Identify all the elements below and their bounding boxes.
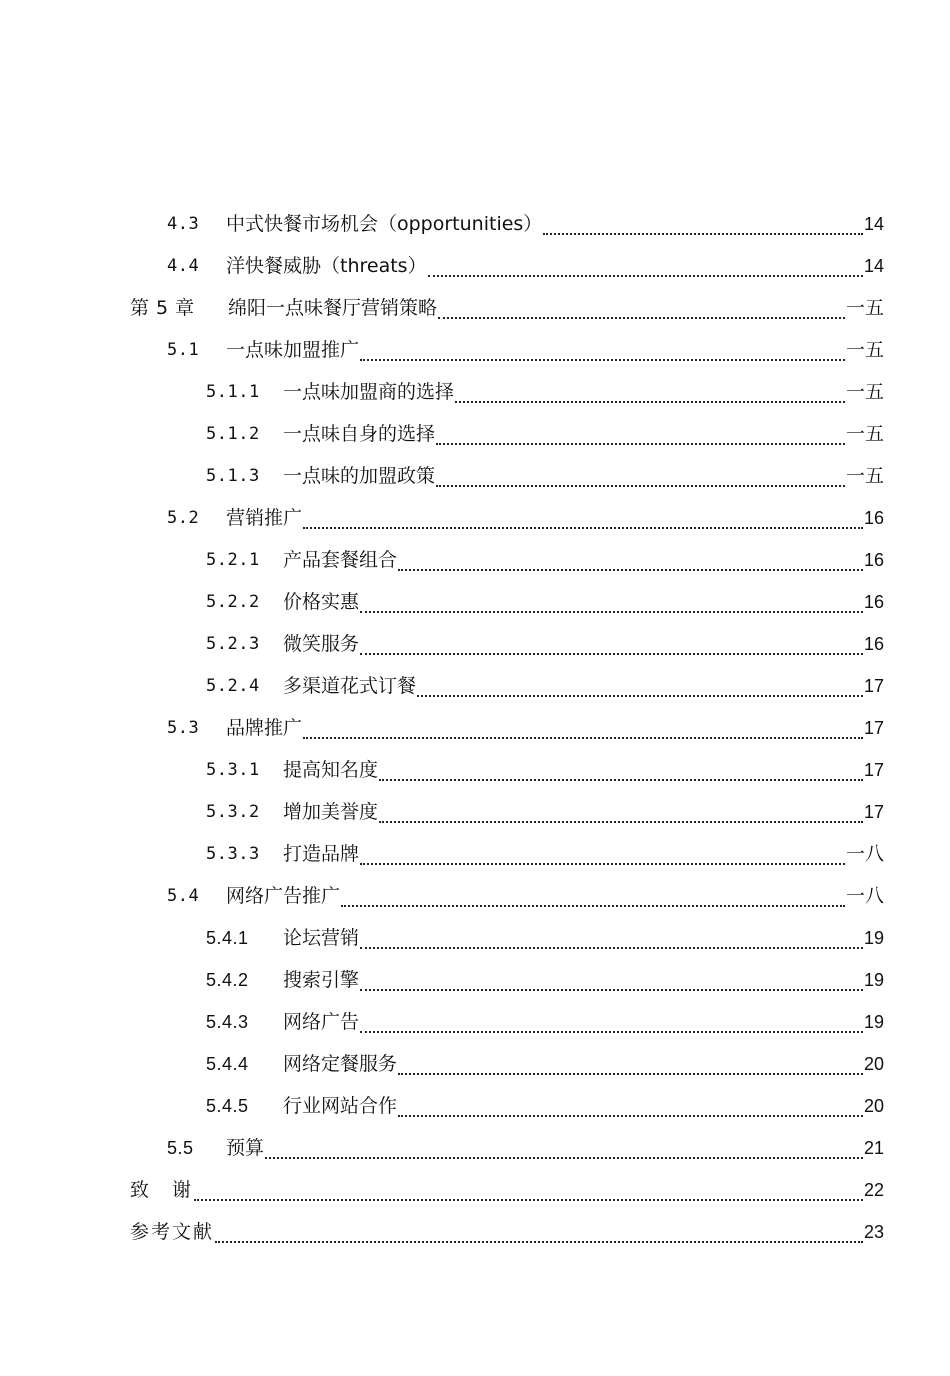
toc-entry[interactable]: [0, 959, 950, 1001]
toc-entry-page-number: 一八: [845, 885, 884, 907]
toc-entry-page-number: 20: [863, 1096, 884, 1116]
dot-leader: [436, 413, 845, 455]
dot-leader: [341, 875, 845, 917]
toc-entry[interactable]: [0, 707, 950, 749]
toc-entry-page-number: 14: [863, 256, 884, 276]
dot-leader: [379, 749, 863, 791]
toc-entry[interactable]: [0, 1085, 950, 1127]
toc-entry-title: 洋快餐威胁（threats）: [226, 255, 427, 277]
table-of-contents: [0, 203, 950, 1253]
dot-leader: [360, 833, 845, 875]
toc-entry-number: 5.4.5: [206, 1096, 249, 1116]
toc-entry[interactable]: [0, 1127, 950, 1169]
toc-entry-number: 5.1.3: [206, 466, 260, 486]
toc-entry-title: 提高知名度: [283, 759, 379, 781]
toc-entry-page-number: 一五: [845, 339, 884, 361]
toc-entry-title: 打造品牌: [283, 843, 360, 865]
toc-entry-title: 一点味自身的选择: [283, 423, 436, 445]
toc-entry-title: 致 谢: [130, 1179, 194, 1201]
toc-entry-number: 5.2.1: [206, 550, 260, 570]
toc-entry-title: 微笑服务: [283, 633, 360, 655]
toc-entry-title: 网络广告: [283, 1011, 360, 1033]
toc-entry-page-number: 16: [863, 592, 884, 612]
toc-entry[interactable]: [0, 455, 950, 497]
toc-entry[interactable]: [0, 917, 950, 959]
dot-leader: [360, 329, 845, 371]
toc-entry-title: 预算: [226, 1137, 265, 1159]
toc-entry[interactable]: [0, 287, 950, 329]
toc-entry-number: 5.4.4: [206, 1054, 249, 1074]
toc-entry-number: 第 5 章: [130, 297, 195, 319]
toc-entry-title: 营销推广: [226, 507, 303, 529]
toc-entry-number: 5.2.3: [206, 634, 260, 654]
toc-entry-number: 5.4.2: [206, 970, 249, 990]
toc-entry-page-number: 一八: [845, 843, 884, 865]
toc-entry-page-number: 16: [863, 550, 884, 570]
toc-entry-number: 5.1: [167, 340, 200, 360]
toc-entry[interactable]: [0, 791, 950, 833]
dot-leader: [379, 791, 863, 833]
dot-leader: [436, 455, 845, 497]
toc-entry-number: 4.3: [167, 214, 200, 234]
dot-leader: [398, 1043, 863, 1085]
toc-entry-page-number: 一五: [845, 465, 884, 487]
toc-entry-number: 5.1.1: [206, 382, 260, 402]
toc-entry-number: 5.2: [167, 508, 200, 528]
toc-entry-page-number: 14: [863, 214, 884, 234]
toc-entry-title: 品牌推广: [226, 717, 303, 739]
dot-leader: [303, 707, 863, 749]
toc-entry-page-number: 17: [863, 802, 884, 822]
toc-entry-page-number: 23: [863, 1222, 884, 1242]
toc-entry[interactable]: [0, 1169, 950, 1211]
toc-entry-number: 5.3.2: [206, 802, 260, 822]
dot-leader: [455, 371, 845, 413]
dot-leader: [360, 581, 863, 623]
toc-entry[interactable]: [0, 245, 950, 287]
dot-leader: [215, 1211, 863, 1253]
toc-entry[interactable]: [0, 497, 950, 539]
toc-entry-number: 5.4.1: [206, 928, 249, 948]
toc-entry-title: 绵阳一点味餐厅营销策略: [228, 297, 438, 319]
dot-leader: [360, 959, 863, 1001]
toc-entry-page-number: 16: [863, 508, 884, 528]
toc-entry-page-number: 19: [863, 1012, 884, 1032]
toc-entry-page-number: 21: [863, 1138, 884, 1158]
toc-entry-page-number: 一五: [845, 297, 884, 319]
toc-entry-title: 网络定餐服务: [283, 1053, 398, 1075]
toc-entry-number: 5.3.3: [206, 844, 260, 864]
toc-entry-number: 5.4: [167, 886, 200, 906]
dot-leader: [265, 1127, 863, 1169]
toc-entry-title: 一点味加盟推广: [226, 339, 360, 361]
toc-entry[interactable]: [0, 581, 950, 623]
toc-entry[interactable]: [0, 665, 950, 707]
toc-entry[interactable]: [0, 1211, 950, 1253]
toc-entry-number: 5.4.3: [206, 1012, 249, 1032]
toc-entry-number: 5.5: [167, 1138, 194, 1158]
dot-leader: [398, 1085, 863, 1127]
toc-entry[interactable]: [0, 203, 950, 245]
toc-entry-title: 增加美誉度: [283, 801, 379, 823]
toc-entry[interactable]: [0, 875, 950, 917]
toc-entry-number: 5.3.1: [206, 760, 260, 780]
dot-leader: [417, 665, 863, 707]
toc-entry-title: 搜索引擎: [283, 969, 360, 991]
toc-entry-title: 价格实惠: [283, 591, 360, 613]
toc-entry-page-number: 17: [863, 760, 884, 780]
toc-entry[interactable]: [0, 623, 950, 665]
dot-leader: [398, 539, 863, 581]
toc-entry-title: 一点味的加盟政策: [283, 465, 436, 487]
toc-entry-title: 中式快餐市场机会（opportunities）: [226, 213, 543, 235]
toc-entry[interactable]: [0, 1001, 950, 1043]
toc-entry[interactable]: [0, 371, 950, 413]
toc-entry-title: 多渠道花式订餐: [283, 675, 417, 697]
toc-entry-page-number: 一五: [845, 423, 884, 445]
toc-entry-number: 5.1.2: [206, 424, 260, 444]
dot-leader: [194, 1169, 863, 1211]
dot-leader: [303, 497, 863, 539]
dot-leader: [360, 623, 863, 665]
toc-entry-number: 5.2.4: [206, 676, 260, 696]
dot-leader: [438, 287, 845, 329]
dot-leader: [360, 917, 863, 959]
toc-entry-title: 行业网站合作: [283, 1095, 398, 1117]
toc-entry-number: 5.2.2: [206, 592, 260, 612]
toc-entry-title: 产品套餐组合: [283, 549, 398, 571]
toc-entry[interactable]: [0, 413, 950, 455]
dot-leader: [543, 203, 863, 245]
toc-entry-title: 网络广告推广: [226, 885, 341, 907]
toc-entry-page-number: 一五: [845, 381, 884, 403]
toc-entry[interactable]: [0, 1043, 950, 1085]
toc-entry-page-number: 20: [863, 1054, 884, 1074]
toc-entry-number: 5.3: [167, 718, 200, 738]
toc-entry-page-number: 19: [863, 928, 884, 948]
dot-leader: [360, 1001, 863, 1043]
toc-entry-page-number: 17: [863, 676, 884, 696]
toc-entry[interactable]: [0, 329, 950, 371]
toc-entry-page-number: 17: [863, 718, 884, 738]
toc-entry-number: 4.4: [167, 256, 200, 276]
toc-entry[interactable]: [0, 833, 950, 875]
toc-entry[interactable]: [0, 749, 950, 791]
toc-entry-title: 论坛营销: [283, 927, 360, 949]
toc-entry-title: 参考文献: [130, 1221, 215, 1243]
dot-leader: [428, 245, 863, 287]
toc-entry-page-number: 19: [863, 970, 884, 990]
toc-entry-page-number: 22: [863, 1180, 884, 1200]
toc-entry-page-number: 16: [863, 634, 884, 654]
toc-entry[interactable]: [0, 539, 950, 581]
toc-entry-title: 一点味加盟商的选择: [283, 381, 455, 403]
